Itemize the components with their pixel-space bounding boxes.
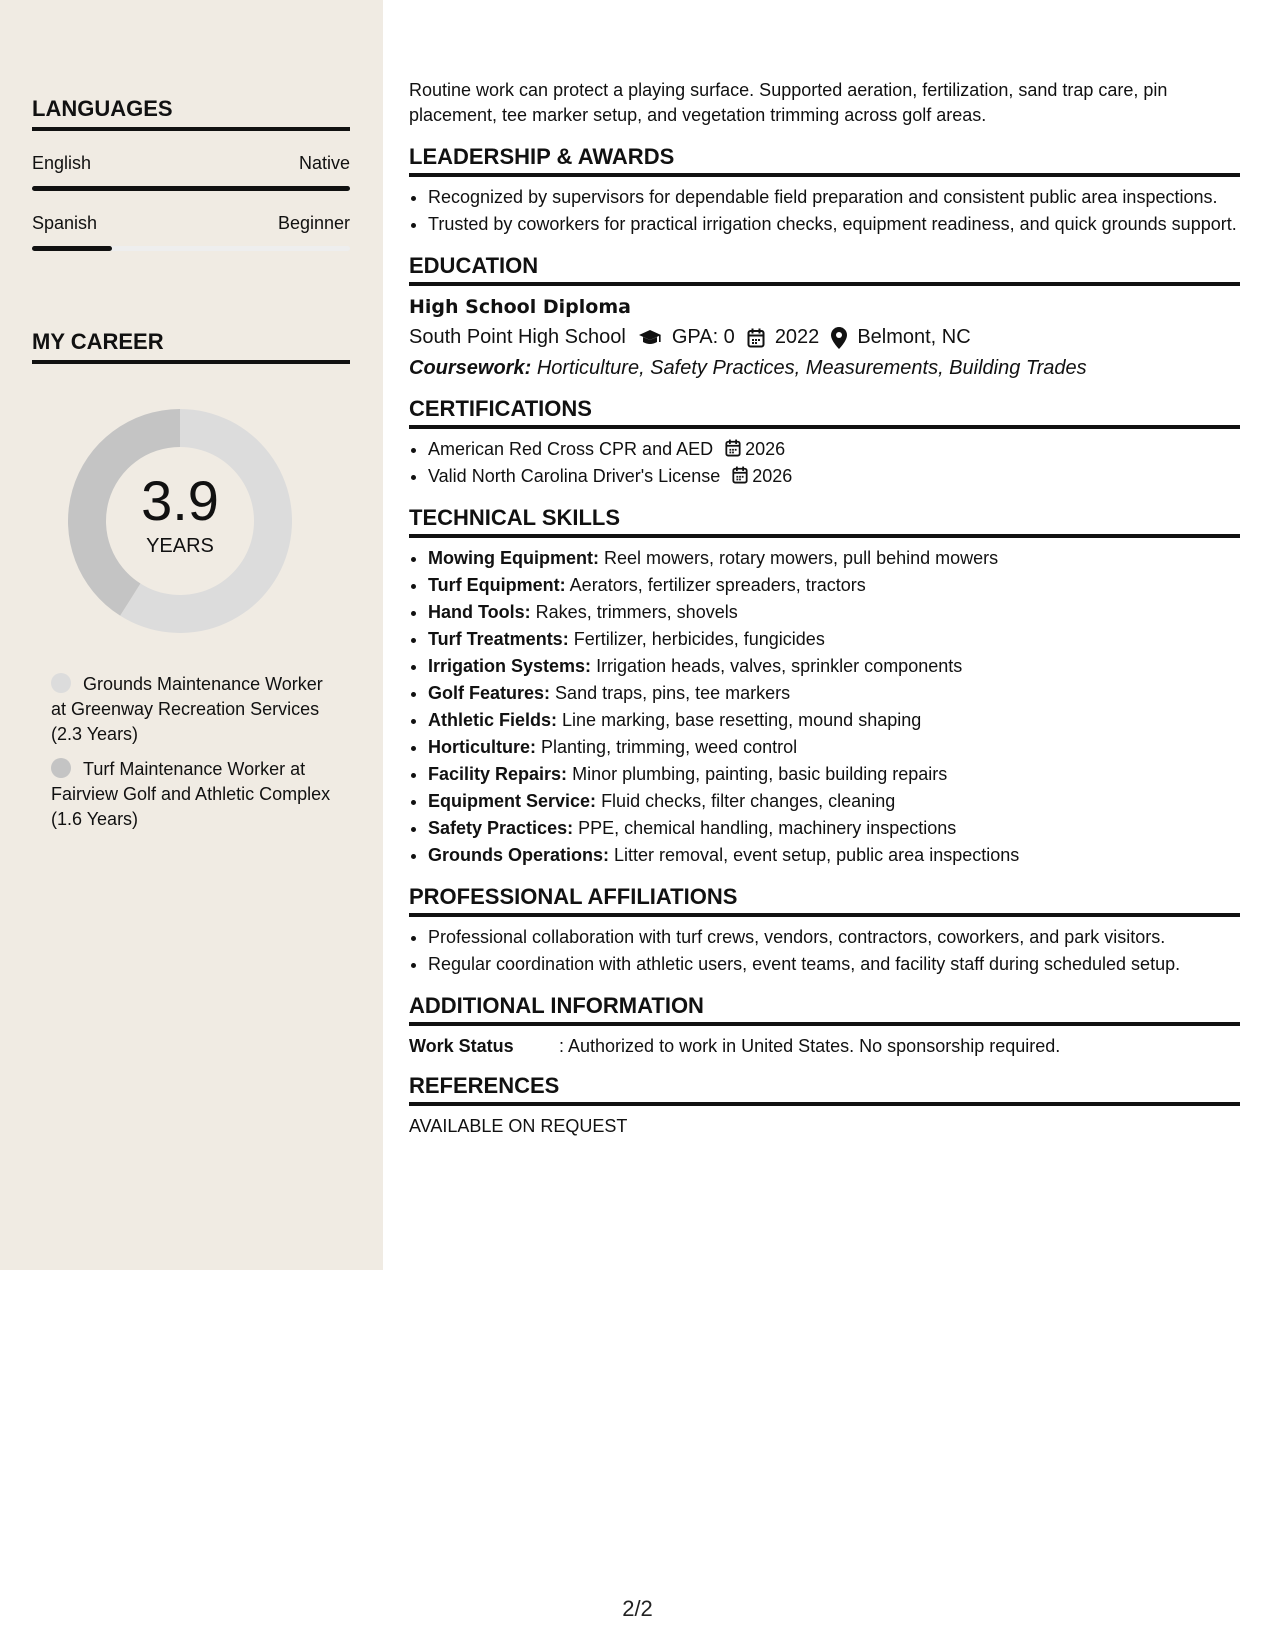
legend-dot-icon (51, 673, 71, 693)
education-details (409, 326, 1240, 349)
additional-heading: ADDITIONAL INFORMATION (409, 993, 1240, 1026)
education-location: Belmont, NC (857, 326, 971, 348)
career-legend-label: Grounds Maintenance Worker at Greenway Recreation Services (2.3 Years) (51, 674, 323, 744)
page-number: 2/2 (622, 1596, 653, 1621)
sidebar (0, 0, 383, 1270)
skill-value: Sand traps, pins, tee markers (555, 683, 791, 703)
language-item (32, 213, 350, 251)
leadership-list (409, 185, 1240, 237)
list-item: • Trusted by coworkers for practical irrigation checks, equipment readiness, and quick grounds support. (428, 212, 1240, 237)
references-heading: REFERENCES (409, 1073, 1240, 1106)
certifications-section (409, 396, 1240, 489)
list-item: • Recognized by supervisors for dependable field preparation and consistent public area inspections. (428, 185, 1240, 210)
certification-year: 2026 (752, 466, 793, 486)
skills-section (409, 505, 1240, 868)
language-proficiency-bar (32, 186, 350, 191)
education-school: South Point High School (409, 326, 626, 348)
leadership-heading: LEADERSHIP & AWARDS (409, 144, 1240, 177)
work-status-value: : Authorized to work in United States. No sponsorship required. (559, 1036, 1061, 1056)
skill-item (428, 681, 1240, 706)
skill-value: Irrigation heads, valves, sprinkler components (596, 656, 963, 676)
skill-value: Fluid checks, filter changes, cleaning (601, 791, 896, 811)
career-total (65, 406, 295, 636)
skill-label: Turf Treatments: (428, 629, 569, 649)
skill-label: Mowing Equipment: (428, 548, 599, 568)
affiliations-heading: PROFESSIONAL AFFILIATIONS (409, 884, 1240, 917)
skill-item (428, 843, 1240, 868)
graduation-cap-icon (638, 329, 662, 347)
list-item (428, 464, 1240, 489)
skill-label: Irrigation Systems: (428, 656, 592, 676)
sidebar-content (32, 96, 350, 842)
education-gpa: GPA: 0 (671, 326, 735, 348)
skill-item (428, 654, 1240, 679)
certification-name: American Red Cross CPR and AED (428, 439, 714, 459)
certification-name: Valid North Carolina Driver's License (428, 466, 721, 486)
skill-item (428, 735, 1240, 760)
skill-label: Grounds Operations: (428, 845, 610, 865)
career-legend-label: Turf Maintenance Worker at Fairview Golf and Athletic Complex (1.6 Years) (51, 759, 331, 829)
legend-dot-icon (51, 758, 71, 778)
list-item (428, 437, 1240, 462)
certifications-heading: CERTIFICATIONS (409, 396, 1240, 429)
affiliations-section (409, 884, 1240, 977)
skill-value: Planting, trimming, weed control (541, 737, 798, 757)
coursework-label: Coursework: (409, 357, 532, 379)
skill-label: Horticulture: (428, 737, 536, 757)
language-item (32, 153, 350, 191)
skill-value: Litter removal, event setup, public area inspections (614, 845, 1020, 865)
skill-value: Line marking, base resetting, mound shaping (562, 710, 922, 730)
skill-label: Turf Equipment: (428, 575, 566, 595)
education-year: 2022 (774, 326, 820, 348)
language-level: Beginner (277, 213, 350, 233)
skill-item (428, 789, 1240, 814)
calendar-icon (747, 328, 765, 348)
skill-label: Hand Tools: (428, 602, 531, 622)
skill-value: Reel mowers, rotary mowers, pull behind mowers (604, 548, 999, 568)
skills-list (409, 546, 1240, 868)
location-pin-icon (831, 327, 847, 349)
skill-item (428, 816, 1240, 841)
certification-year: 2026 (745, 439, 786, 459)
education-heading: EDUCATION (409, 253, 1240, 286)
language-level: Native (298, 153, 350, 173)
references-section (409, 1073, 1240, 1137)
coursework-value: Horticulture, Safety Practices, Measurements, Building Trades (536, 357, 1087, 379)
education-degree: High School Diploma (409, 296, 631, 318)
certifications-list (409, 437, 1240, 489)
calendar-icon (732, 466, 748, 484)
skill-item (428, 627, 1240, 652)
career-total-value: 3.9 (141, 468, 219, 532)
skill-item (428, 762, 1240, 787)
skill-label: Golf Features: (428, 683, 551, 703)
education-section (409, 253, 1240, 380)
language-name: English (32, 153, 92, 173)
affiliations-list (409, 925, 1240, 977)
career-legend (51, 672, 331, 832)
main-content (409, 78, 1240, 1137)
skill-item (428, 573, 1240, 598)
skill-value: Rakes, trimmers, shovels (535, 602, 738, 622)
skill-value: Minor plumbing, painting, basic building repairs (572, 764, 948, 784)
calendar-icon (725, 439, 741, 457)
work-status-label: Work Status (409, 1036, 514, 1056)
skill-label: Equipment Service: (428, 791, 597, 811)
skill-value: PPE, chemical handling, machinery inspections (578, 818, 957, 838)
language-name: Spanish (32, 213, 98, 233)
language-proficiency-bar (32, 246, 350, 251)
work-status-row (409, 1036, 1240, 1057)
career-donut-chart (65, 406, 295, 636)
languages-heading: LANGUAGES (32, 96, 350, 131)
references-text: AVAILABLE ON REQUEST (409, 1116, 628, 1136)
education-coursework (409, 357, 1240, 380)
skills-heading: TECHNICAL SKILLS (409, 505, 1240, 538)
leadership-section (409, 144, 1240, 237)
skill-item (428, 708, 1240, 733)
career-legend-item (51, 672, 331, 747)
career-legend-item (51, 757, 331, 832)
career-heading: MY CAREER (32, 329, 350, 364)
summary-text: Routine work can protect a playing surface. Supported aeration, fertilization, sand trap care, pin placement, tee marker setup, and vegetation trimming across golf areas. (409, 80, 1168, 125)
skill-item (428, 546, 1240, 571)
skill-label: Safety Practices: (428, 818, 574, 838)
skill-label: Facility Repairs: (428, 764, 568, 784)
list-item: • Professional collaboration with turf crews, vendors, contractors, coworkers, and park visitors. (428, 925, 1240, 950)
language-proficiency-fill (32, 246, 112, 251)
skill-label: Athletic Fields: (428, 710, 558, 730)
skill-value: Aerators, fertilizer spreaders, tractors (569, 575, 866, 595)
list-item: • Regular coordination with athletic users, event teams, and facility staff during scheduled setup. (428, 952, 1240, 977)
skill-value: Fertilizer, herbicides, fungicides (573, 629, 825, 649)
career-total-unit: YEARS (146, 534, 214, 557)
additional-section (409, 993, 1240, 1057)
skill-item (428, 600, 1240, 625)
language-proficiency-fill (32, 186, 350, 191)
